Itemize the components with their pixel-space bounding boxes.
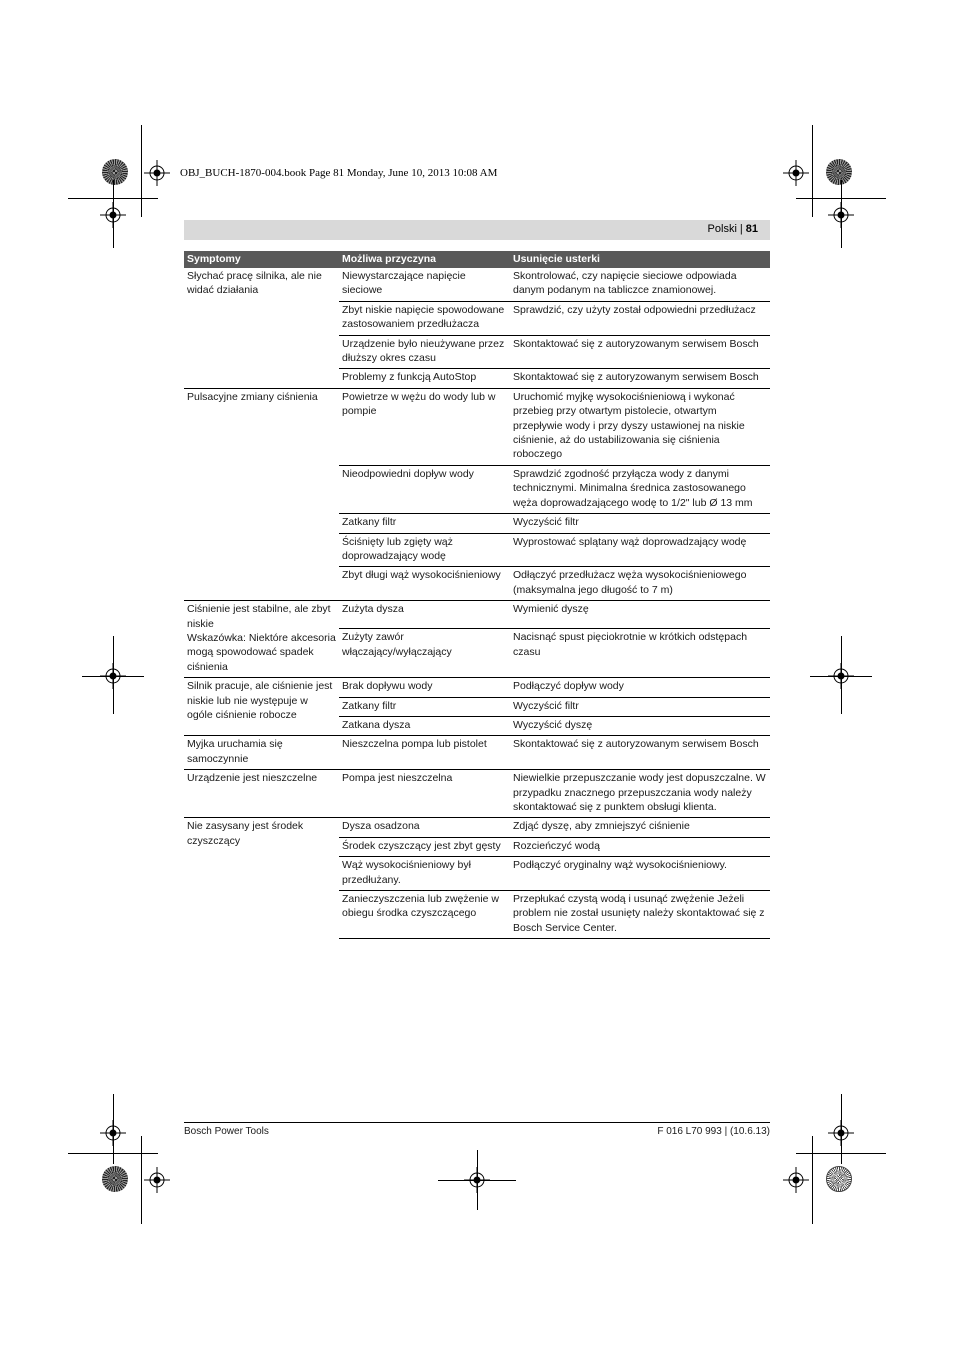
remedy-cell: Odłączyć przedłużacz węża wysokociśnieniowego (maksymalna jego długość to 7 m) xyxy=(510,567,770,601)
symptom-text: Myjka uruchamia się samoczynnie xyxy=(187,738,283,765)
color-bar-icon xyxy=(102,159,128,185)
remedy-cell: Sprawdzić, czy użyty został odpowiedni przedłużacz xyxy=(510,301,770,335)
table-row xyxy=(184,388,770,465)
remedy-cell: Nacisnąć spust pięciokrotnie w krótkich odstępach czasu xyxy=(510,629,770,678)
remedy-cell: Skontaktować się z autoryzowanym serwisem Bosch xyxy=(510,736,770,770)
table-row xyxy=(184,818,770,837)
remedy-cell: Wymienić dyszę xyxy=(510,601,770,629)
table-header-row xyxy=(184,251,770,268)
remedy-cell: Skontaktować się z autoryzowanym serwisem Bosch xyxy=(510,335,770,369)
cause-cell: Nieszczelna pompa lub pistolet xyxy=(339,736,510,770)
symptom-cell xyxy=(184,736,339,770)
table-row xyxy=(184,678,770,697)
header-language: Polski xyxy=(707,223,737,235)
table-row xyxy=(184,601,770,629)
cause-cell: Ściśnięty lub zgięty wąż doprowadzający wodę xyxy=(339,533,510,567)
cause-cell: Pompa jest nieszczelna xyxy=(339,770,510,818)
cause-cell: Nieodpowiedni dopływ wody xyxy=(339,465,510,513)
symptom-cell xyxy=(184,818,339,939)
color-bar-icon xyxy=(826,159,852,185)
symptom-text: Silnik pracuje, ale ciśnienie jest niskie lub nie występuje w ogóle ciśnienie robocze xyxy=(187,680,333,721)
registration-mark-icon xyxy=(144,160,170,186)
symptom-text: Ciśnienie jest stabilne, ale zbyt niskie xyxy=(187,603,331,630)
color-bar-icon xyxy=(102,1166,128,1192)
cause-cell: Środek czyszczący jest zbyt gęsty xyxy=(339,837,510,856)
cause-cell: Powietrze w wężu do wody lub w pompie xyxy=(339,388,510,465)
remedy-cell: Skontaktować się z autoryzowanym serwisem Bosch xyxy=(510,369,770,388)
page-header-text: Polski | 81 xyxy=(707,223,758,235)
cause-cell: Zatkana dysza xyxy=(339,716,510,735)
cause-cell: Zanieczyszczenia lub zwężenie w obiegu środka czyszczącego xyxy=(339,891,510,939)
symptom-text: Wskazówka: Niektóre akcesoria mogą spowodować spadek ciśnienia xyxy=(187,631,336,673)
cause-cell: Zatkany filtr xyxy=(339,514,510,533)
remedy-cell: Wyprostować splątany wąż doprowadzający wodę xyxy=(510,533,770,567)
symptom-text: Słychać pracę silnika, ale nie widać działania xyxy=(187,270,322,297)
cause-cell: Problemy z funkcją AutoStop xyxy=(339,369,510,388)
page-number: 81 xyxy=(745,223,758,235)
table-body xyxy=(184,268,770,939)
symptom-cell xyxy=(184,770,339,818)
page-header xyxy=(184,220,770,240)
cause-cell: Dysza osadzona xyxy=(339,818,510,837)
cause-cell: Zatkany filtr xyxy=(339,697,510,716)
table-row xyxy=(184,770,770,818)
remedy-cell: Przepłukać czystą wodą i usunąć zwężenie Jeżeli problem nie został usunięty należy skontaktować się z Bosch Service Center. xyxy=(510,891,770,939)
remedy-cell: Podłączyć dopływ wody xyxy=(510,678,770,697)
color-bar-icon xyxy=(826,1166,852,1192)
remedy-cell: Podłączyć oryginalny wąż wysokociśnieniowy. xyxy=(510,857,770,891)
footer-brand: Bosch Power Tools xyxy=(184,1126,269,1137)
column-header-symptoms: Symptomy xyxy=(184,251,339,268)
remedy-cell: Wyczyścić filtr xyxy=(510,514,770,533)
column-header-cause: Możliwa przyczyna xyxy=(339,251,510,268)
remedy-cell: Niewielkie przepuszczanie wody jest dopuszczalne. W przypadku znacznego przepuszczania wody należy skontaktować się z punktem obsługi klienta. xyxy=(510,770,770,818)
table-row xyxy=(184,736,770,770)
cause-cell: Zużyty zawór włączający/wyłączający xyxy=(339,629,510,678)
remedy-cell: Wyczyścić filtr xyxy=(510,697,770,716)
symptom-text: Urządzenie jest nieszczelne xyxy=(187,772,318,785)
cause-cell: Zbyt długi wąż wysokociśnieniowy xyxy=(339,567,510,601)
symptom-cell xyxy=(184,601,339,678)
cause-cell: Zbyt niskie napięcie spowodowane zastosowaniem przedłużacza xyxy=(339,301,510,335)
cause-cell: Urządzenie było nieużywane przez dłuższy okres czasu xyxy=(339,335,510,369)
footer-rule xyxy=(184,1122,770,1123)
registration-mark-icon xyxy=(783,1167,809,1193)
cause-cell: Wąż wysokociśnieniowy był przedłużany. xyxy=(339,857,510,891)
column-header-remedy: Usunięcie usterki xyxy=(510,251,770,268)
troubleshooting-table xyxy=(184,251,770,939)
remedy-cell: Wyczyścić dyszę xyxy=(510,716,770,735)
symptom-cell xyxy=(184,388,339,600)
cause-cell: Zużyta dysza xyxy=(339,601,510,629)
book-file-line: OBJ_BUCH-1870-004.book Page 81 Monday, June 10, 2013 10:08 AM xyxy=(180,167,498,179)
cause-cell: Brak dopływu wody xyxy=(339,678,510,697)
symptom-cell xyxy=(184,678,339,736)
table-row xyxy=(184,268,770,301)
symptom-text: Nie zasysany jest środek czyszczący xyxy=(187,820,304,847)
symptom-text: Pulsacyjne zmiany ciśnienia xyxy=(187,390,318,403)
remedy-cell: Skontrolować, czy napięcie sieciowe odpowiada danym podanym na tabliczce znamionowej. xyxy=(513,270,737,297)
remedy-cell: Rozcieńczyć wodą xyxy=(510,837,770,856)
cause-cell: Niewystarczające napięcie sieciowe xyxy=(342,270,466,297)
remedy-cell: Uruchomić myjkę wysokociśnieniową i wykonać przebieg przy otwartym pistolecie, otwartym przepływie wody i przy dyszy ustawionej na niskie ciśnienie, aż do ustabilizowania się ciśnienia roboczego xyxy=(510,388,770,465)
registration-mark-icon xyxy=(144,1167,170,1193)
remedy-cell: Zdjąć dyszę, aby zmniejszyć ciśnienie xyxy=(510,818,770,837)
remedy-cell: Sprawdzić zgodność przyłącza wody z danymi technicznymi. Minimalna średnica zastosowanego węża doprowadzającego wodę to 1/2" lub Ø 13 mm xyxy=(510,465,770,513)
symptom-cell xyxy=(184,268,339,388)
registration-mark-icon xyxy=(783,160,809,186)
footer-doc-number: F 016 L70 993 | (10.6.13) xyxy=(657,1126,770,1137)
